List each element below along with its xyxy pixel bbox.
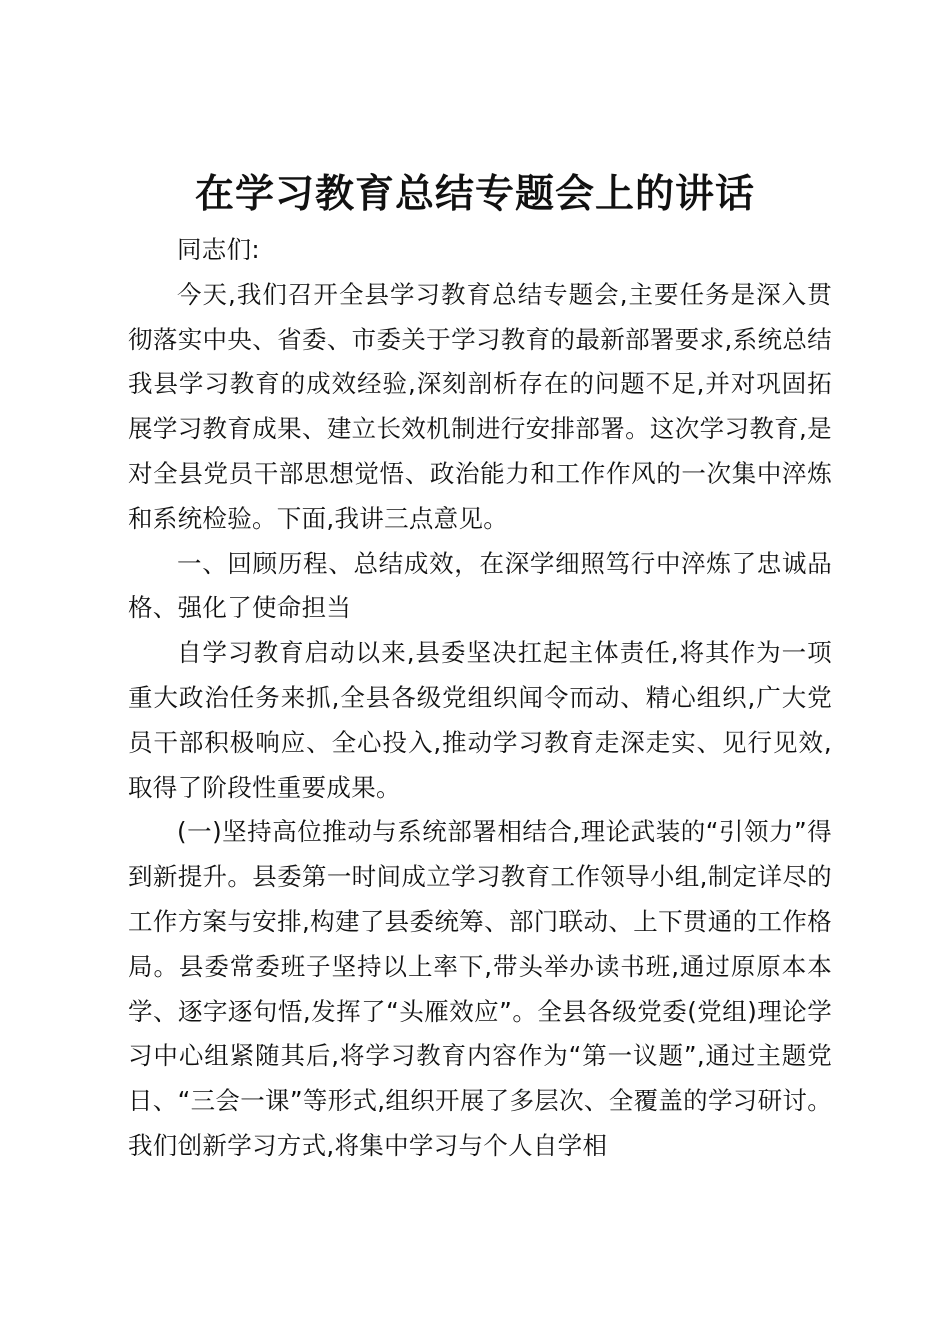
- section-heading-1: 一、回顾历程、总结成效，在深学细照笃行中淬炼了忠诚品格、强化了使命担当: [128, 548, 832, 623]
- paragraph-review: 自学习教育启动以来,县委坚决扛起主体责任,将其作为一项重大政治任务来抓,全县各级党组织闻令而动、精心组织,广大党员干部积极响应、全心投入,推动学习教育走深走实、见行见效,取得了阶段性重要成果。: [128, 638, 832, 802]
- document-body: [128, 228, 832, 1169]
- salutation: 同志们:: [177, 235, 260, 264]
- document-title: 在学习教育总结专题会上的讲话: [194, 171, 755, 217]
- paragraph-opening: 今天,我们召开全县学习教育总结专题会,主要任务是深入贯彻落实中央、省委、市委关于学习教育的最新部署要求,系统总结我县学习教育的成效经验,深刻剖析存在的问题不足,并对巩固拓展学习教育成果、建立长效机制进行安排部署。这次学习教育,是对全县党员干部思想觉悟、政治能力和工作作风的一次集中淬炼和系统检验。下面,我讲三点意见。: [128, 279, 832, 533]
- paragraph-point-1: (一)坚持高位推动与系统部署相结合,理论武装的“引领力”得到新提升。县委第一时间成立学习教育工作领导小组,制定详尽的工作方案与安排,构建了县委统筹、部门联动、上下贯通的工作格局。县委常委班子坚持以上率下,带头举办读书班,通过原原本本学、逐字逐句悟,发挥了“头雁效应”。全县各级党委(党组)理论学习中心组紧随其后,将学习教育内容作为“第一议题”,通过主题党日、“三会一课”等形式,组织开展了多层次、全覆盖的学习研讨。我们创新学习方式,将集中学习与个人自学相: [128, 817, 832, 1160]
